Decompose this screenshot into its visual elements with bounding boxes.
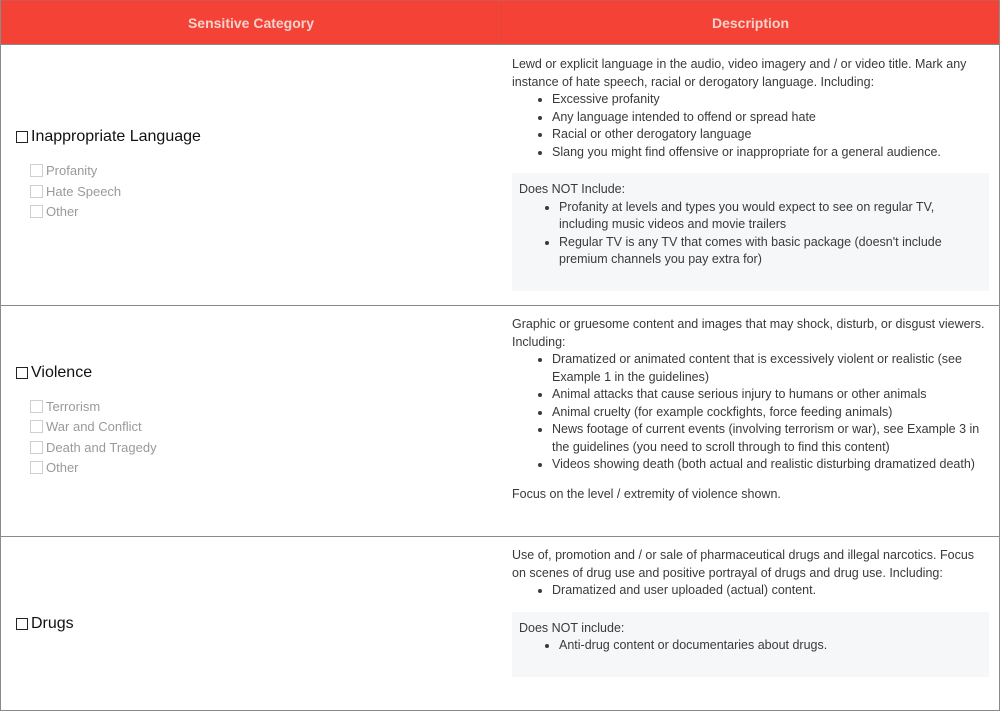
subcategory-label: Profanity [46, 163, 98, 178]
category-cell [1, 306, 501, 536]
includes-list [512, 351, 989, 474]
subcategory-list [16, 396, 501, 478]
list-item: • Dramatized or animated content that is excessively violent or realistic (see Example 1 in the guidelines) [552, 351, 989, 386]
checkbox-icon[interactable] [16, 131, 28, 143]
list-item: • Slang you might find offensive or inappropriate for a general audience. [552, 144, 989, 162]
list-item: • Regular TV is any TV that comes with basic package (doesn't include premium channels you pay extra for) [559, 234, 982, 269]
sub-checkbox-terrorism[interactable] [30, 396, 501, 417]
list-item: • Animal attacks that cause serious injury to humans or other animals [552, 386, 989, 404]
sub-checkbox-death-and-tragedy[interactable] [30, 437, 501, 458]
category-label: Drugs [31, 614, 74, 632]
category-cell [1, 45, 501, 305]
description-intro: Graphic or gruesome content and images that may shock, disturb, or disgust viewers. Including: [512, 317, 985, 349]
list-item: • Animal cruelty (for example cockfights, force feeding animals) [552, 404, 989, 422]
checkbox-icon[interactable] [16, 618, 28, 630]
list-item: • Racial or other derogatory language [552, 126, 989, 144]
sub-checkbox-other[interactable] [30, 458, 501, 479]
excludes-list [519, 199, 982, 269]
subcategory-label: Other [46, 460, 79, 476]
table-row-inappropriate-language [1, 44, 999, 305]
header-description: Description [711, 14, 789, 31]
subcategory-list [16, 160, 501, 222]
excludes-list [519, 637, 982, 655]
sub-checkbox-war-and-conflict[interactable] [30, 417, 501, 438]
category-label: Violence [31, 364, 93, 381]
checkbox-icon[interactable] [30, 420, 43, 433]
table-header [1, 0, 999, 44]
checkbox-violence[interactable] [16, 364, 501, 382]
sub-checkbox-hate-speech[interactable] [30, 181, 501, 202]
list-item: • Excessive profanity [552, 91, 989, 109]
sub-checkbox-other[interactable] [30, 201, 501, 222]
checkbox-icon[interactable] [30, 185, 43, 198]
includes-list [512, 582, 989, 600]
does-not-include-title: Does NOT include: [519, 620, 625, 635]
checkbox-inappropriate-language[interactable] [16, 128, 501, 146]
category-label: Inappropriate Language [31, 128, 201, 146]
header-sensitive-category: Sensitive Category [1, 1, 502, 44]
subcategory-label: Death and Tragedy [46, 439, 157, 455]
description-cell [501, 45, 999, 305]
description-footer: Focus on the level / extremity of violence shown. [512, 486, 781, 501]
does-not-include-title: Does NOT Include: [519, 182, 626, 196]
list-item: • Dramatized and user uploaded (actual) content. [552, 582, 989, 600]
does-not-include-box [512, 612, 989, 677]
table-row-violence [1, 305, 999, 536]
list-item: • Anti-drug content or documentaries about drugs. [559, 637, 982, 655]
list-item: • Videos showing death (both actual and realistic disturbing dramatized death) [552, 456, 989, 474]
checkbox-icon[interactable] [30, 164, 43, 177]
subcategory-label: Hate Speech [46, 183, 122, 199]
checkbox-icon[interactable] [30, 205, 43, 218]
sub-checkbox-profanity[interactable] [30, 160, 501, 181]
description-intro: Lewd or explicit language in the audio, video imagery and / or video title. Mark any instance of hate speech, racial or derogatory language. Including: [512, 57, 967, 89]
checkbox-icon[interactable] [30, 400, 43, 413]
checkbox-icon[interactable] [30, 441, 43, 454]
subcategory-label: War and Conflict [46, 419, 142, 435]
checkbox-icon[interactable] [30, 461, 43, 474]
list-item: • Any language intended to offend or spread hate [552, 109, 989, 127]
checkbox-icon[interactable] [16, 367, 28, 379]
subcategory-label: Terrorism [46, 398, 101, 414]
description-cell [501, 537, 999, 710]
does-not-include-box [512, 173, 989, 291]
checkbox-drugs[interactable] [16, 615, 501, 633]
list-item: • Profanity at levels and types you would expect to see on regular TV, including music videos and movie trailers [559, 199, 982, 234]
table-row-drugs [1, 536, 999, 710]
subcategory-label: Other [46, 204, 79, 219]
list-item: • News footage of current events (involving terrorism or war), see Example 3 in the guidelines (you need to scroll through to find this content) [552, 421, 989, 456]
description-cell [501, 306, 999, 536]
category-cell [1, 537, 501, 710]
includes-list [512, 91, 989, 161]
description-intro: Use of, promotion and / or sale of pharmaceutical drugs and illegal narcotics. Focus on scenes of drug use and positive portrayal of drugs and drug use. Including: [512, 548, 975, 580]
